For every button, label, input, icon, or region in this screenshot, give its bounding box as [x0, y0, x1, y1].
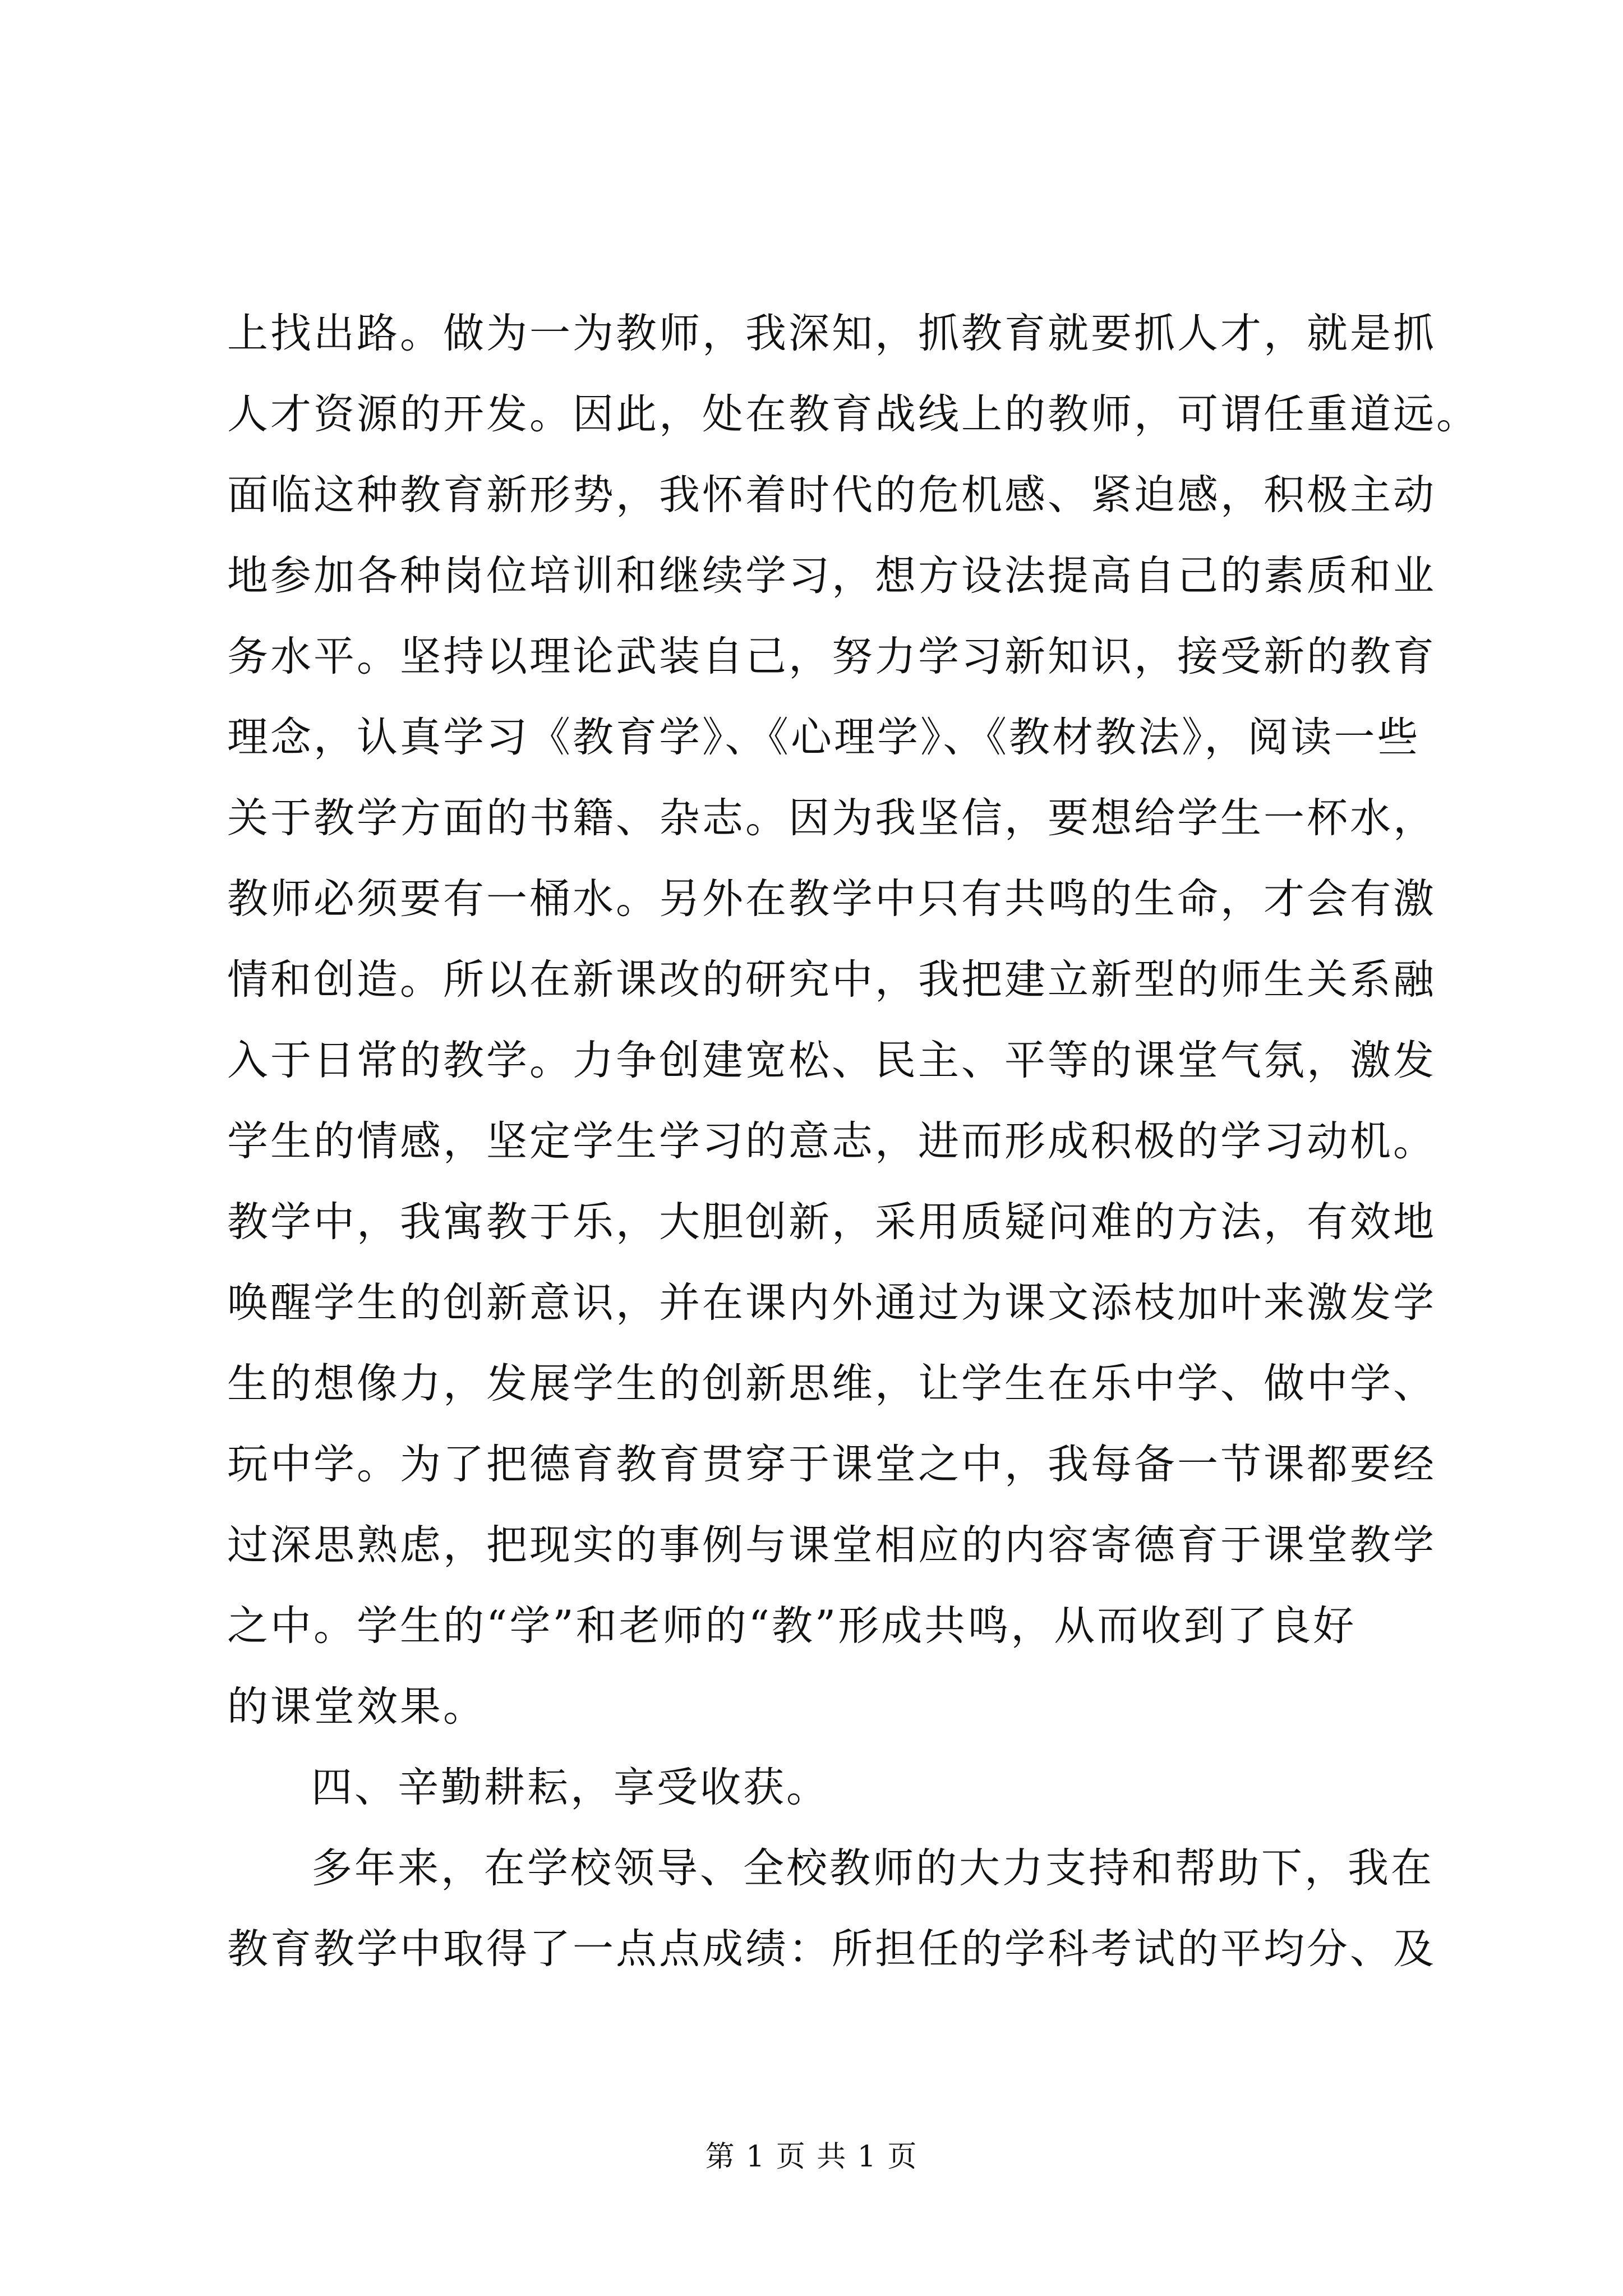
text-line: 上找出路。做为一为教师，我深知，抓教育就要抓人才，就是抓 [227, 310, 1436, 357]
text-line: 玩中学。为了把德育教育贯穿于课堂之中，我每备一节课都要经 [227, 1441, 1436, 1488]
text-line: 多年来，在学校领导、全校教师的大力支持和帮助下，我在 [311, 1844, 1434, 1892]
text-line: 关于教学方面的书籍、杂志。因为我坚信，要想给学生一杯水， [227, 794, 1436, 842]
text-line: 之中。学生的“学”和老师的“教”形成共鸣，从而收到了良好 [227, 1602, 1357, 1650]
text-line: 唤醒学生的创新意识，并在课内外通过为课文添枝加叶来激发学 [227, 1279, 1436, 1327]
section-heading: 四、辛勤耕耘，享受收获。 [311, 1764, 829, 1811]
text-line: 人才资源的开发。因此，处在教育战线上的教师，可谓任重道远。 [227, 390, 1479, 438]
text-line: 教师必须要有一桶水。另外在教学中只有共鸣的生命，才会有激 [227, 875, 1436, 923]
text-line: 教育教学中取得了一点点成绩：所担任的学科考试的平均分、及 [227, 1925, 1436, 1973]
text-line: 教学中，我寓教于乐，大胆创新，采用质疑问难的方法，有效地 [227, 1198, 1436, 1246]
text-line: 过深思熟虑，把现实的事例与课堂相应的内容寄德育于课堂教学 [227, 1521, 1436, 1569]
text-line: 学生的情感，坚定学生学习的意志，进而形成积极的学习动机。 [227, 1117, 1436, 1165]
text-line: 生的想像力，发展学生的创新思维，让学生在乐中学、做中学、 [227, 1360, 1436, 1407]
page-number-footer: 第 1 页 共 1 页 [705, 2140, 918, 2174]
text-line: 理念，认真学习《教育学》、《心理学》、《教材教法》，阅读一些 [227, 714, 1421, 761]
text-line: 情和创造。所以在新课改的研究中，我把建立新型的师生关系融 [227, 956, 1436, 1004]
body-text [227, 303, 1479, 1999]
text-line: 地参加各种岗位培训和继续学习，想方设法提高自己的素质和业 [227, 552, 1436, 600]
text-line: 的课堂效果。 [227, 1683, 486, 1731]
text-line: 务水平。坚持以理论武装自己，努力学习新知识，接受新的教育 [227, 633, 1436, 680]
text-line: 入于日常的教学。力争创建宽松、民主、平等的课堂气氛，激发 [227, 1037, 1436, 1084]
text-line: 面临这种教育新形势，我怀着时代的危机感、紧迫感，积极主动 [227, 471, 1436, 519]
